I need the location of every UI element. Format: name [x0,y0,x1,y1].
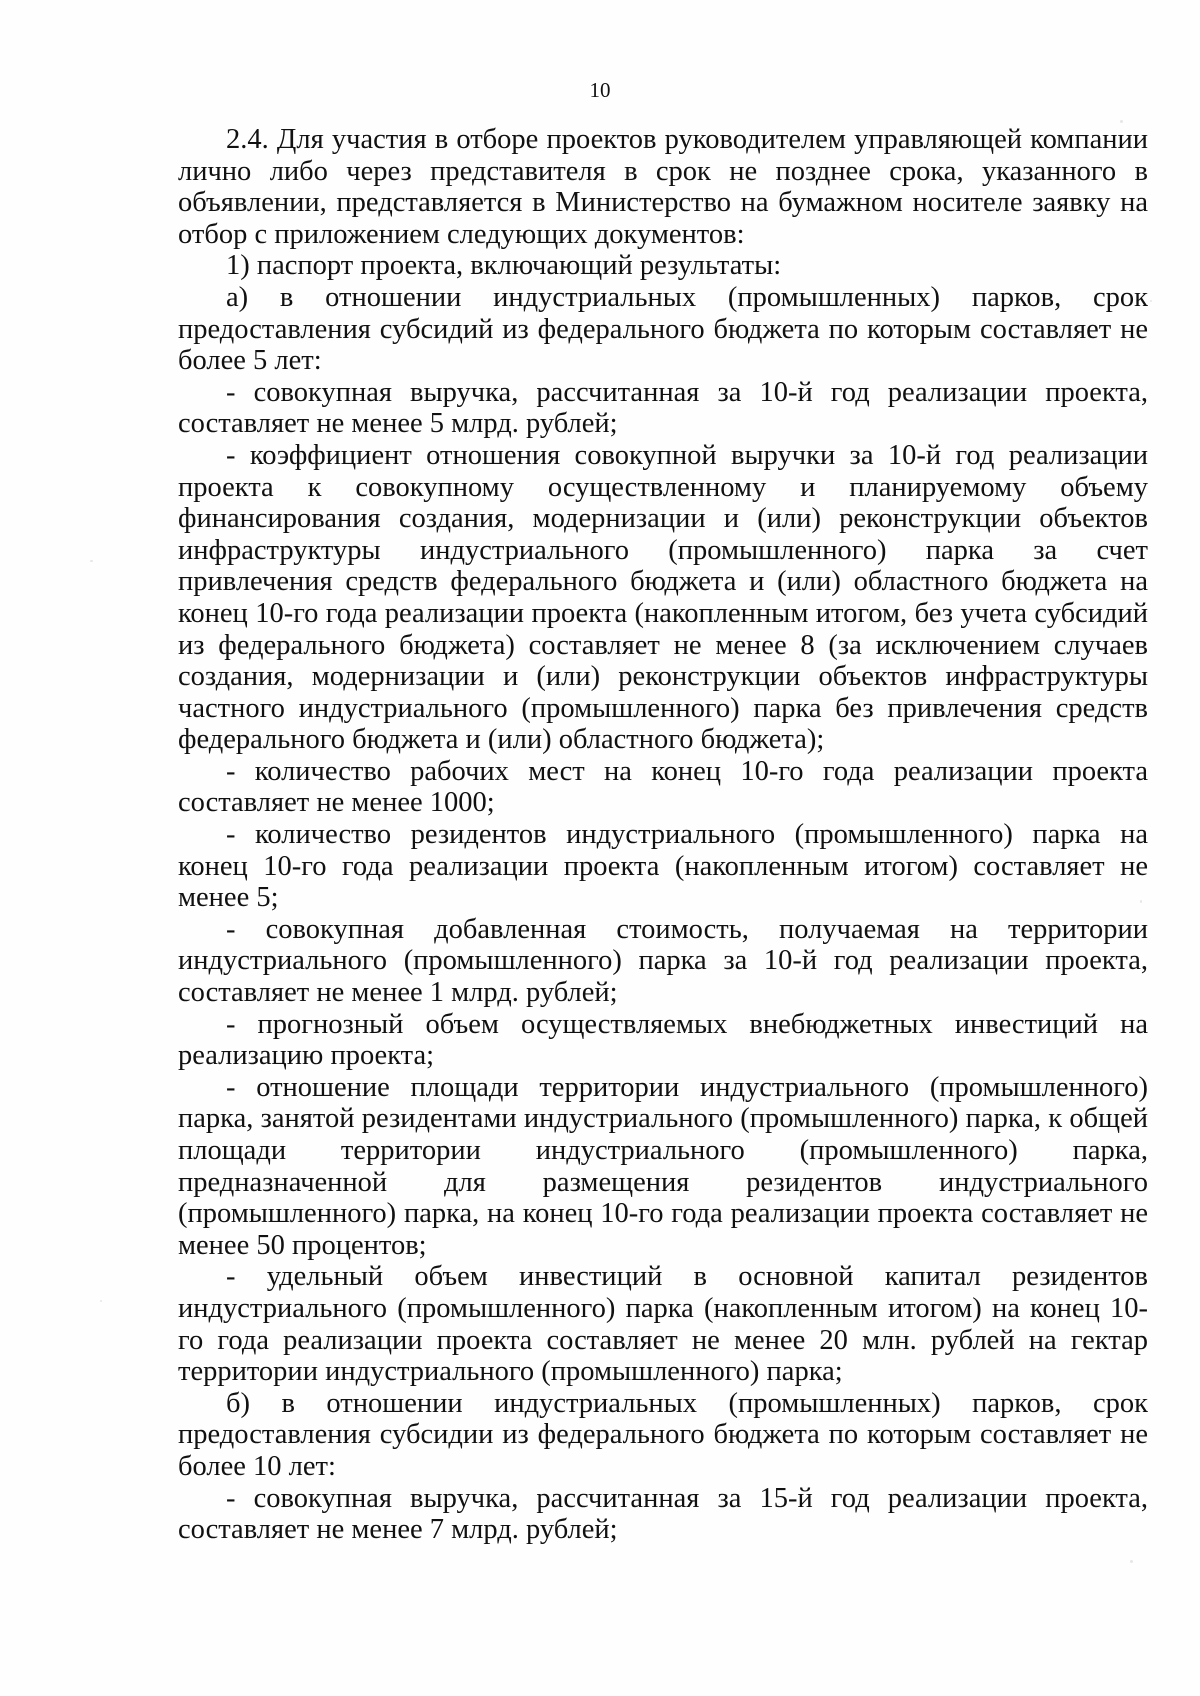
list-item: - совокупная добавленная стоимость, получаемая на территории индустриального (промышленного) парка за 10-й год реализации проекта, составляет не менее 1 млрд. рублей; [178,913,1148,1009]
scan-noise [1120,120,1123,123]
scan-noise [100,1300,102,1302]
list-item: - количество резидентов индустриального (промышленного) парка на конец 10-го года реализации проекта (накопленным итогом) составляет не менее 5; [178,819,1148,914]
list-item: - совокупная выручка, рассчитанная за 10-й год реализации проекта, составляет не менее 5 млрд. рублей; [178,376,1148,440]
list-item: - удельный объем инвестиций в основной капитал резидентов индустриального (промышленного) парка (накопленным итогом) на конец 10-го года реализации проекта составляет не менее 20 млн. рублей на гектар территории индустриального (промышленного) парка; [178,1261,1148,1388]
list-item: - количество рабочих мест на конец 10-го года реализации проекта составляет не менее 1000; [178,755,1148,819]
document-body [178,124,1148,1546]
paragraph-2-4: 2.4. Для участия в отборе проектов руководителем управляющей компании лично либо через представителя в срок не позднее срока, указанного в объявлении, представляется в Министерство на бумажном носителе заявку на отбор с приложением следующих документов: [178,124,1148,250]
list-item: - прогнозный объем осуществляемых внебюджетных инвестиций на реализацию проекта; [178,1008,1148,1072]
list-item: - коэффициент отношения совокупной выручки за 10-й год реализации проекта к совокупному осуществленному и планируемому объему финансирования создания, модернизации и (или) реконструкции объектов инфраструктуры индустриального (промышленного) парка за счет привлечения средств федерального бюджета и (или) областного бюджета на конец 10-го года реализации проекта (накопленным итогом, без учета субсидий из федерального бюджета) составляет не менее 8 (за исключением случаев создания, модернизации и (или) реконструкции объектов инфраструктуры частного индустриального (промышленного) парка без привлечения средств федерального бюджета и (или) областного бюджета); [178,439,1148,756]
paragraph-subsidy-5-years: а) в отношении индустриальных (промышленных) парков, срок предоставления субсидий из федерального бюджета по которым составляет не более 5 лет: [178,281,1148,377]
list-item: - совокупная выручка, рассчитанная за 15-й год реализации проекта, составляет не менее 7 млрд. рублей; [178,1482,1148,1546]
scan-noise [90,560,93,562]
scan-noise [1130,1560,1133,1563]
page-number: 10 [589,78,611,102]
paragraph-subsidy-10-years: б) в отношении индустриальных (промышленных) парков, срок предоставления субсидии из федерального бюджета по которым составляет не более 10 лет: [178,1387,1148,1482]
paragraph-project-passport: 1) паспорт проекта, включающий результаты: [226,250,782,282]
scan-noise [1150,300,1152,302]
list-item: - отношение площади территории индустриального (промышленного) парка, занятой резидентами индустриального (промышленного) парка, к общей площади территории индустриального (промышленного) парка, предназначенной для размещения резидентов индустриального (промышленного) парка, на конец 10-го года реализации проекта составляет не менее 50 процентов; [178,1071,1148,1261]
